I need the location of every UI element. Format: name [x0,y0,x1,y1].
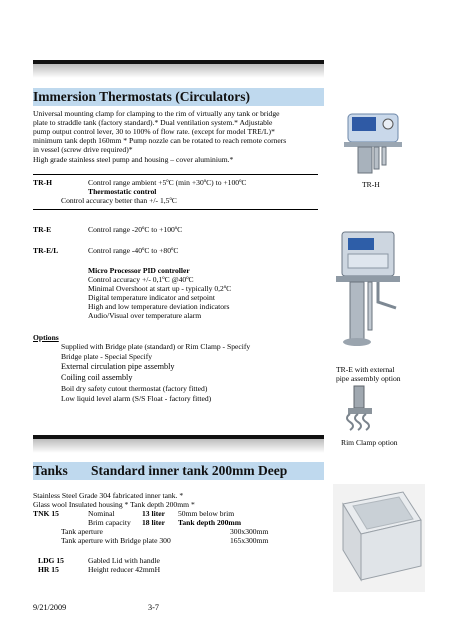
trel-control-range: Control range -40ºC to +80ºC [88,246,179,255]
model-trel: TR-E/L [33,246,59,255]
section-title-tanks [33,462,324,480]
options-label: Options [33,333,59,342]
caption-tre-line2: pipe assembly option [336,374,401,383]
caption-rim-clamp: Rim Clamp option [341,438,398,447]
tnk-nominal-value: 13 liter [142,509,165,518]
pid-title: Micro Processor PID controller [88,266,190,275]
tanks-title: Tanks [33,463,68,478]
intro-line: in vessel (screw drive required)* [33,145,133,154]
model-ldg15: LDG 15 [38,556,64,565]
tank-line: Glass wool Insulated housing * Tank depth 200mm * [33,500,195,509]
tnk-bridge-label: Tank aperture with Bridge plate 300 [61,536,171,545]
model-tnk15: TNK 15 [33,509,59,518]
tre-control-range: Control range -20ºC to +100ºC [88,225,183,234]
intro-line: pump output control lever, 30 to 100% of flow rate. (except for model TRE/L)* [33,127,275,136]
intro-line: minimum tank depth 160mm * Pump nozzle can be rotated to reach remote corners [33,136,287,145]
pid-line: Digital temperature indicator and setpoint [88,293,215,302]
option-line: Coiling coil assembly [61,373,133,382]
option-line: External circulation pipe assembly [61,362,175,371]
hr-text: Height reducer 42mmH [88,565,161,574]
pid-line: High and low temperature deviation indicators [88,302,230,311]
pid-line: Audio/Visual over temperature alarm [88,311,202,320]
tnk-brim-note: Tank depth 200mm [178,518,242,527]
intro-line: High grade stainless steel pump and housing – cover aluminium.* [33,155,234,164]
caption-tre-line1: TR-E with external [336,365,395,374]
tnk-aperture-value: 300x300mm [230,527,269,536]
option-line: Boil dry safety cutout thermostat (factory fitted) [61,384,208,393]
footer-date: 9/21/2009 [33,603,67,612]
trh-control-range: Control range ambient +5ºC (min +30ºC) to +100ºC [88,178,247,187]
tnk-brim-value: 18 liter [142,518,165,527]
pid-line: Control accuracy +/- 0,1ºC @40ºC [88,275,194,284]
option-line: Low liquid level alarm (S/S Float - factory fitted) [61,394,212,403]
divider [33,174,318,175]
tnk-nominal-label: Nominal [88,509,115,518]
footer-page-number: 3-7 [148,603,159,612]
model-tre: TR-E [33,225,52,234]
pid-line: Minimal Overshoot at start up - typically 0,2ºC [88,284,232,293]
intro-line: Universal mounting clamp for clamping to the rim of virtually any tank or bridge [33,109,280,118]
section-title-thermostats: Immersion Thermostats (Circulators) [33,88,324,106]
divider [33,209,318,210]
tnk-nominal-note: 50mm below brim [178,509,235,518]
tnk-aperture-label: Tank aperture [61,527,103,536]
option-line: Bridge plate - Special Specify [61,352,153,361]
section-rule-shadow [33,439,324,453]
intro-line: plate to straddle tank (factory standard).* Dual ventilation system.* Adjustable [33,118,273,127]
tnk-brim-label: Brim capacity [88,518,131,527]
ldg-text: Gabled Lid with handle [88,556,160,565]
section-rule-shadow [33,64,324,78]
model-hr15: HR 15 [38,565,59,574]
tre-thermostat-photo [326,224,406,354]
caption-trh: TR-H [362,180,380,189]
tank-photo [333,484,425,592]
tank-line: Stainless Steel Grade 304 fabricated inner tank. * [33,491,184,500]
trh-thermostat-photo [336,94,406,178]
trh-subtitle: Thermostatic control [88,187,157,196]
trh-accuracy: Control accuracy better than +/- 1,5ºC [61,196,177,205]
tnk-bridge-value: 165x300mm [230,536,269,545]
option-line: Supplied with Bridge plate (standard) or Rim Clamp - Specify [61,342,251,351]
model-trh: TR-H [33,178,52,187]
tanks-subtitle: Standard inner tank 200mm Deep [91,463,288,478]
rim-clamp-photo [336,380,388,434]
